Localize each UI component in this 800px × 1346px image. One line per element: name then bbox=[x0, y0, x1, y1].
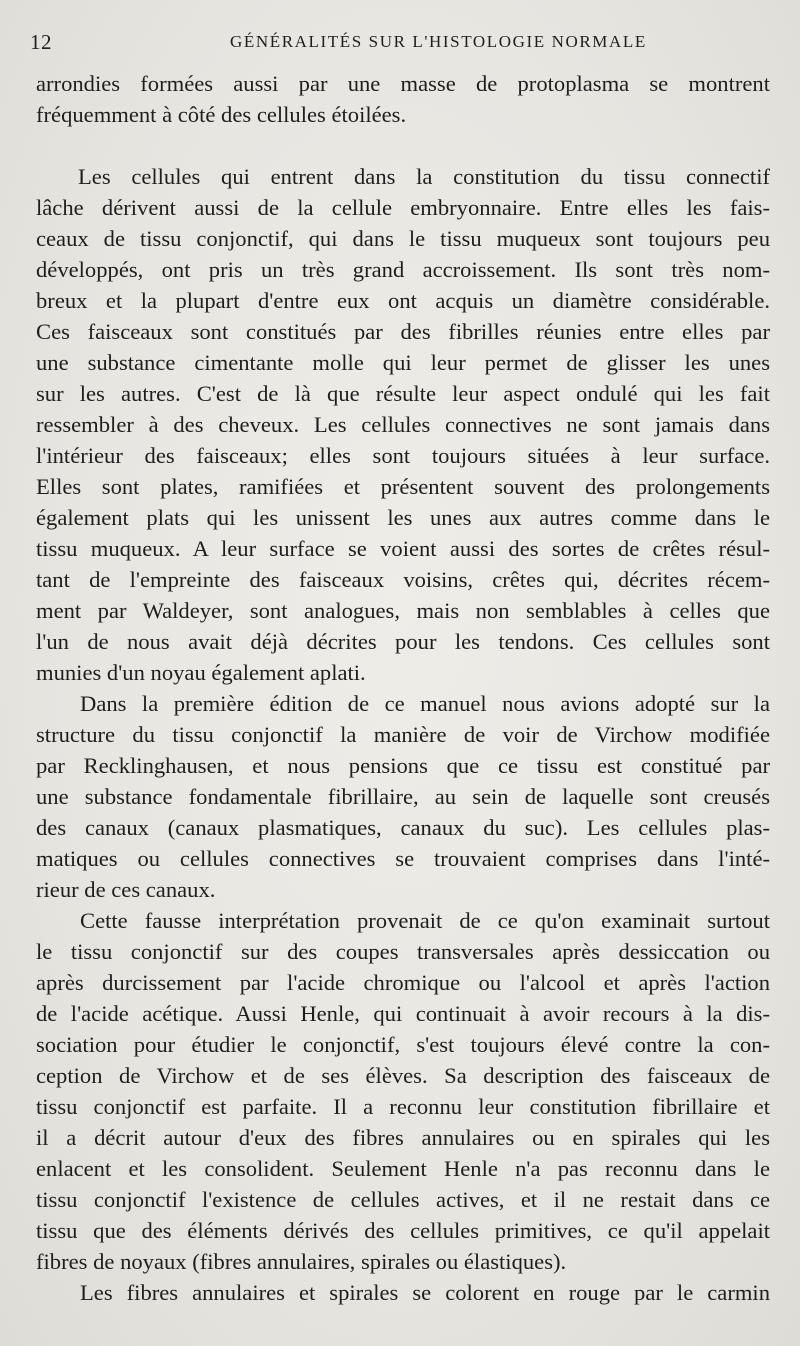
text-line: après durcissement par l'acide chromique ou l'alcool et après l'action bbox=[36, 970, 770, 995]
paragraph-start-line: Les fibres annulaires et spirales se colorent en rouge par le carmin bbox=[80, 1280, 770, 1305]
text-line: l'un de nous avait déjà décrites pour les tendons. Ces cellules sont bbox=[36, 629, 770, 654]
text-line: munies d'un noyau également aplati. bbox=[36, 660, 366, 685]
text-line: également plats qui les unissent les unes aux autres comme dans le bbox=[36, 505, 770, 530]
body-text bbox=[36, 68, 770, 1308]
text-line: ressembler à des cheveux. Les cellules connectives ne sont jamais dans bbox=[36, 412, 770, 437]
paragraph-start-line: Cette fausse interprétation provenait de ce qu'on examinait surtout bbox=[80, 908, 770, 933]
text-line: Ces faisceaux sont constitués par des fibrilles réunies entre elles par bbox=[36, 319, 770, 344]
text-line: matiques ou cellules connectives se trouvaient comprises dans l'inté- bbox=[36, 846, 770, 871]
text-line: tissu conjonctif est parfaite. Il a reconnu leur constitution fibrillaire et bbox=[36, 1094, 770, 1119]
text-line: ception de Virchow et de ses élèves. Sa description des faisceaux de bbox=[36, 1063, 770, 1088]
text-line: fibres de noyaux (fibres annulaires, spirales ou élastiques). bbox=[36, 1249, 567, 1274]
text-line: rieur de ces canaux. bbox=[36, 877, 216, 902]
text-line: sociation pour étudier le conjonctif, s'est toujours élevé contre la con- bbox=[36, 1032, 770, 1057]
text-line: il a décrit autour d'eux des fibres annulaires ou en spirales qui les bbox=[36, 1125, 770, 1150]
text-line: sur les autres. C'est de là que résulte leur aspect ondulé qui les fait bbox=[36, 381, 770, 406]
text-line: le tissu conjonctif sur des coupes transversales après dessiccation ou bbox=[36, 939, 770, 964]
text-line: fréquemment à côté des cellules étoilées. bbox=[36, 102, 407, 127]
text-line: ment par Waldeyer, sont analogues, mais non semblables à celles que bbox=[36, 598, 770, 623]
text-line: ceaux de tissu conjonctif, qui dans le tissu muqueux sont toujours peu bbox=[36, 226, 770, 251]
text-line: développés, ont pris un très grand accroissement. Ils sont très nom- bbox=[36, 257, 770, 282]
page-number: 12 bbox=[30, 30, 52, 54]
text-line: des canaux (canaux plasmatiques, canaux du suc). Les cellules plas- bbox=[36, 815, 770, 840]
running-title: GÉNÉRALITÉS SUR L'HISTOLOGIE NORMALE bbox=[230, 32, 647, 51]
text-line: de l'acide acétique. Aussi Henle, qui continuait à avoir recours à la dis- bbox=[36, 1001, 770, 1026]
text-line: tant de l'empreinte des faisceaux voisins, crêtes qui, décrites récem- bbox=[36, 567, 770, 592]
text-line: par Recklinghausen, et nous pensions que ce tissu est constitué par bbox=[36, 753, 770, 778]
text-line: tissu muqueux. A leur surface se voient aussi des sortes de crêtes résul- bbox=[36, 536, 770, 561]
text-line: une substance cimentante molle qui leur permet de glisser les unes bbox=[36, 350, 770, 375]
text-line: tissu conjonctif l'existence de cellules actives, et il ne restait dans ce bbox=[36, 1187, 770, 1212]
text-line: enlacent et les consolident. Seulement Henle n'a pas reconnu dans le bbox=[36, 1156, 770, 1181]
running-head bbox=[30, 30, 770, 60]
paragraph-start-line: Les cellules qui entrent dans la constitution du tissu connectif bbox=[78, 164, 770, 189]
text-line: une substance fondamentale fibrillaire, au sein de laquelle sont creusés bbox=[36, 784, 770, 809]
paragraph-start-line: Dans la première édition de ce manuel nous avions adopté sur la bbox=[80, 691, 770, 716]
text-line: Elles sont plates, ramifiées et présentent souvent des prolongements bbox=[36, 474, 770, 499]
text-line: lâche dérivent aussi de la cellule embryonnaire. Entre elles les fais- bbox=[36, 195, 770, 220]
text-line: breux et la plupart d'entre eux ont acquis un diamètre considérable. bbox=[36, 288, 770, 313]
text-line: structure du tissu conjonctif la manière de voir de Virchow modifiée bbox=[36, 722, 770, 747]
text-line: arrondies formées aussi par une masse de protoplasma se montrent bbox=[36, 71, 770, 96]
text-line: tissu que des éléments dérivés des cellules primitives, ce qu'il appelait bbox=[36, 1218, 770, 1243]
text-line: l'intérieur des faisceaux; elles sont toujours situées à leur surface. bbox=[36, 443, 770, 468]
